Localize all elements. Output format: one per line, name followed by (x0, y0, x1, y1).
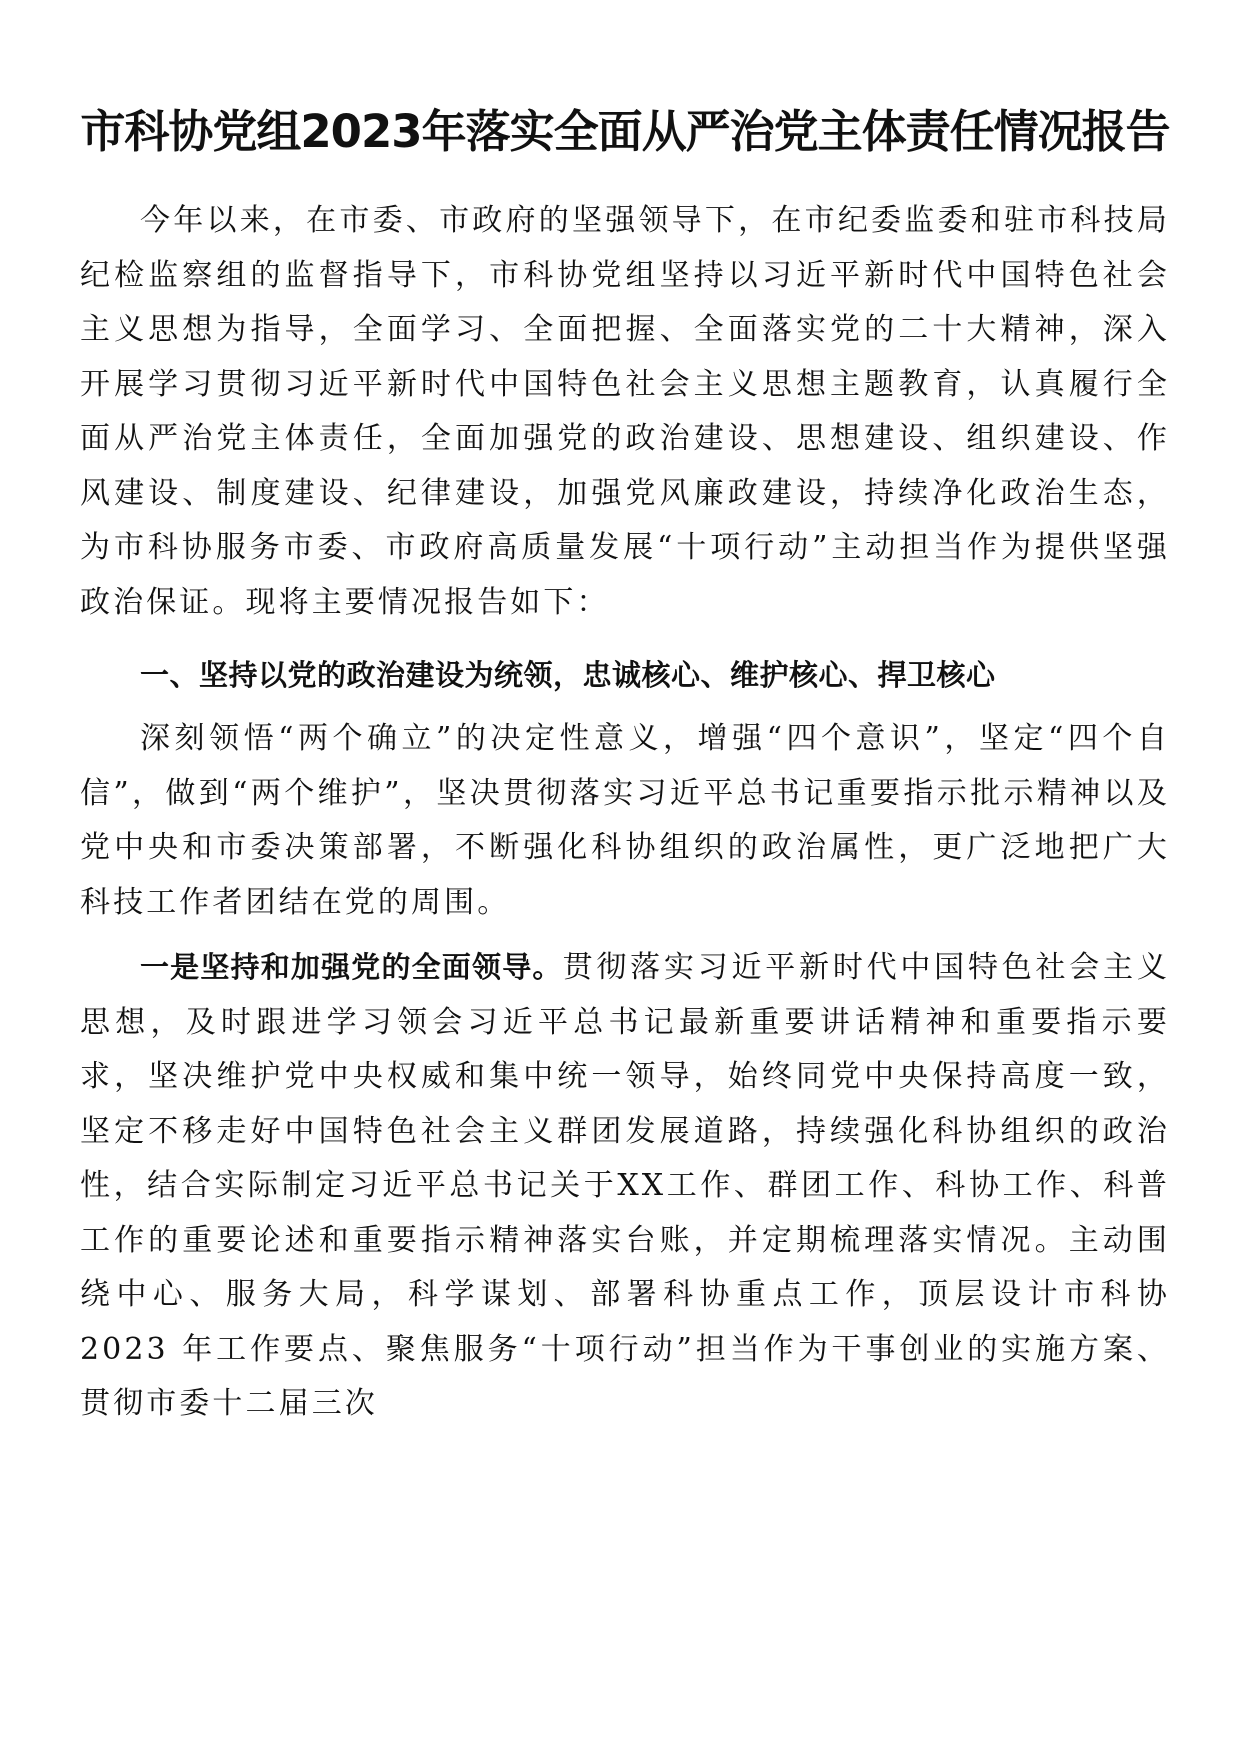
document-page (80, 0, 1170, 1432)
document-title: 市科协党组2023年落实全面从严治党主体责任情况报告 (80, 105, 1170, 158)
section-summary-paragraph: 深刻领悟“两个确立”的决定性意义，增强“四个意识”，坚定“四个自信”，做到“两个维护”，坚决贯彻落实习近平总书记重要指示批示精神以及党中央和市委决策部署，不断强化科协组织的政治属性，更广泛地把广大科技工作者团结在党的周围。 (80, 721, 1170, 920)
intro-paragraph: 今年以来，在市委、市政府的坚强领导下，在市纪委监委和驻市科技局纪检监察组的监督指导下，市科协党组坚持以习近平新时代中国特色社会主义思想为指导，全面学习、全面把握、全面落实党的二十大精神，深入开展学习贯彻习近平新时代中国特色社会主义思想主题教育，认真履行全面从严治党主体责任，全面加强党的政治建设、思想建设、组织建设、作风建设、制度建设、纪律建设，加强党风廉政建设，持续净化政治生态，为市科协服务市委、市政府高质量发展“十项行动”主动担当作为提供坚强政治保证。现将主要情况报告如下： (80, 203, 1170, 620)
section-heading-1: 一、坚持以党的政治建设为统领，忠诚核心、维护核心、捍卫核心 (140, 658, 996, 692)
point-paragraph-1 (80, 940, 1170, 1432)
point-body-1: 贯彻落实习近平新时代中国特色社会主义思想，及时跟进学习领会习近平总书记最新重要讲话精神和重要指示要求，坚决维护党中央权威和集中统一领导，始终同党中央保持高度一致，坚定不移走好中国特色社会主义群团发展道路，持续强化科协组织的政治性，结合实际制定习近平总书记关于XX工作、群团工作、科协工作、科普工作的重要论述和重要指示精神落实台账，并定期梳理落实情况。主动围绕中心、服务大局，科学谋划、部署科协重点工作，顶层设计市科协 2023 年工作要点、聚焦服务“十项行动”担当作为干事创业的实施方案、贯彻市委十二届三次 (80, 950, 1170, 1421)
point-lead-1: 一是坚持和加强党的全面领导。 (140, 950, 563, 984)
